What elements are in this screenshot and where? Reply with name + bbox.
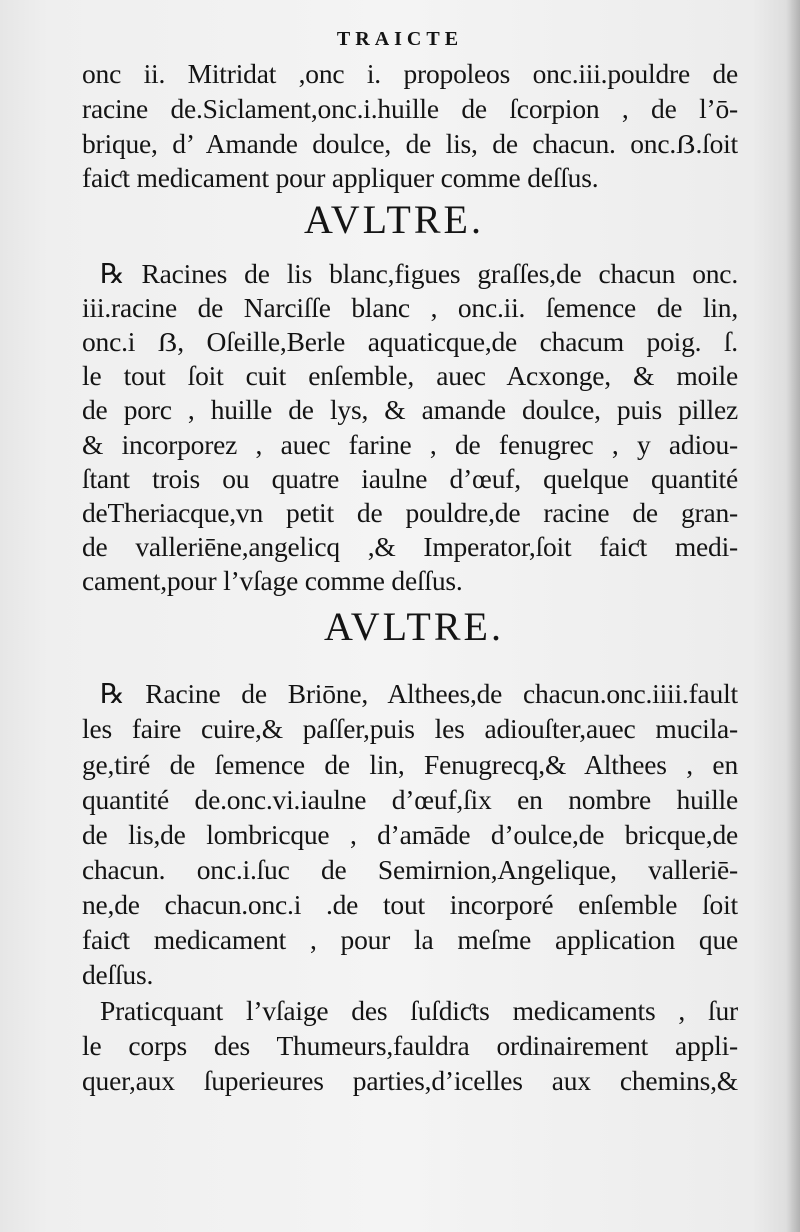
text-line: les faire cuire,& paſſer,puis les adiouſter,auec mucila- — [82, 713, 738, 744]
text-line: ℞ Racines de lis blanc,figues graſſes,de chacun onc. — [100, 258, 738, 289]
text-line: ge,tiré de ſemence de lin, Fenugrecq,& Althees , en — [82, 749, 738, 780]
text-line: chacun. onc.i.ſuc de Semirnion,Angelique, valleriē- — [82, 854, 738, 885]
text-line: brique, d’ Amande doulce, de lis, de chacun. onc.ẞ.ſoit — [82, 128, 738, 159]
text-line: quantité de.onc.vi.iaulne d’œuf,ſix en nombre huille — [82, 784, 738, 815]
text-line: deTheriacque,vn petit de pouldre,de racine de gran- — [82, 497, 738, 528]
text-line: onc.i ẞ, Oſeille,Berle aquaticque,de chacum poig. ſ. — [82, 326, 738, 357]
text-line: ℞ Racine de Briōne, Althees,de chacun.onc.iiii.fault — [100, 678, 738, 709]
text-line: onc ii. Mitridat ,onc i. propoleos onc.iii.pouldre de — [82, 58, 738, 89]
text-line: Praticquant l’vſaige des ſuſdiƈts medicaments , ſur — [100, 995, 738, 1026]
section-heading: AVLTRE. — [304, 197, 484, 242]
text-line: faiƈt medicament pour appliquer comme deſſus. — [82, 162, 599, 193]
text-line: le corps des Thumeurs,fauldra ordinairement appli- — [82, 1030, 738, 1061]
text-line: de valleriēne,angelicq ,& Imperator,ſoit faiƈt medi- — [82, 531, 738, 562]
text-line: quer,aux ſuperieures parties,d’icelles aux chemins,& — [82, 1065, 738, 1096]
text-line: racine de.Siclament,onc.i.huille de ſcorpion , de l’ō- — [82, 93, 738, 124]
text-line: faiƈt medicament , pour la meſme application que — [82, 924, 738, 955]
text-line: & incorporez , auec farine , de fenugrec , y adiou- — [82, 429, 738, 460]
text-line: cament,pour l’vſage comme deſſus. — [82, 565, 463, 596]
section-heading: AVLTRE. — [324, 604, 504, 649]
running-head: TRAICTE — [336, 28, 464, 50]
text-line: deſſus. — [82, 959, 154, 990]
text-line: ne,de chacun.onc.i .de tout incorporé enſemble ſoit — [82, 889, 738, 920]
text-line: ſtant trois ou quatre iaulne d’œuf, quelque quantité — [82, 463, 738, 494]
text-line: iii.racine de Narciſſe blanc , onc.ii. ſemence de lin, — [82, 292, 738, 323]
text-line: le tout ſoit cuit enſemble, auec Acxonge, & moile — [82, 360, 738, 391]
text-line: de porc , huille de lys, & amande doulce, puis pillez — [82, 394, 738, 425]
text-line: de lis,de lombricque , d’amāde d’oulce,de bricque,de — [82, 819, 738, 850]
